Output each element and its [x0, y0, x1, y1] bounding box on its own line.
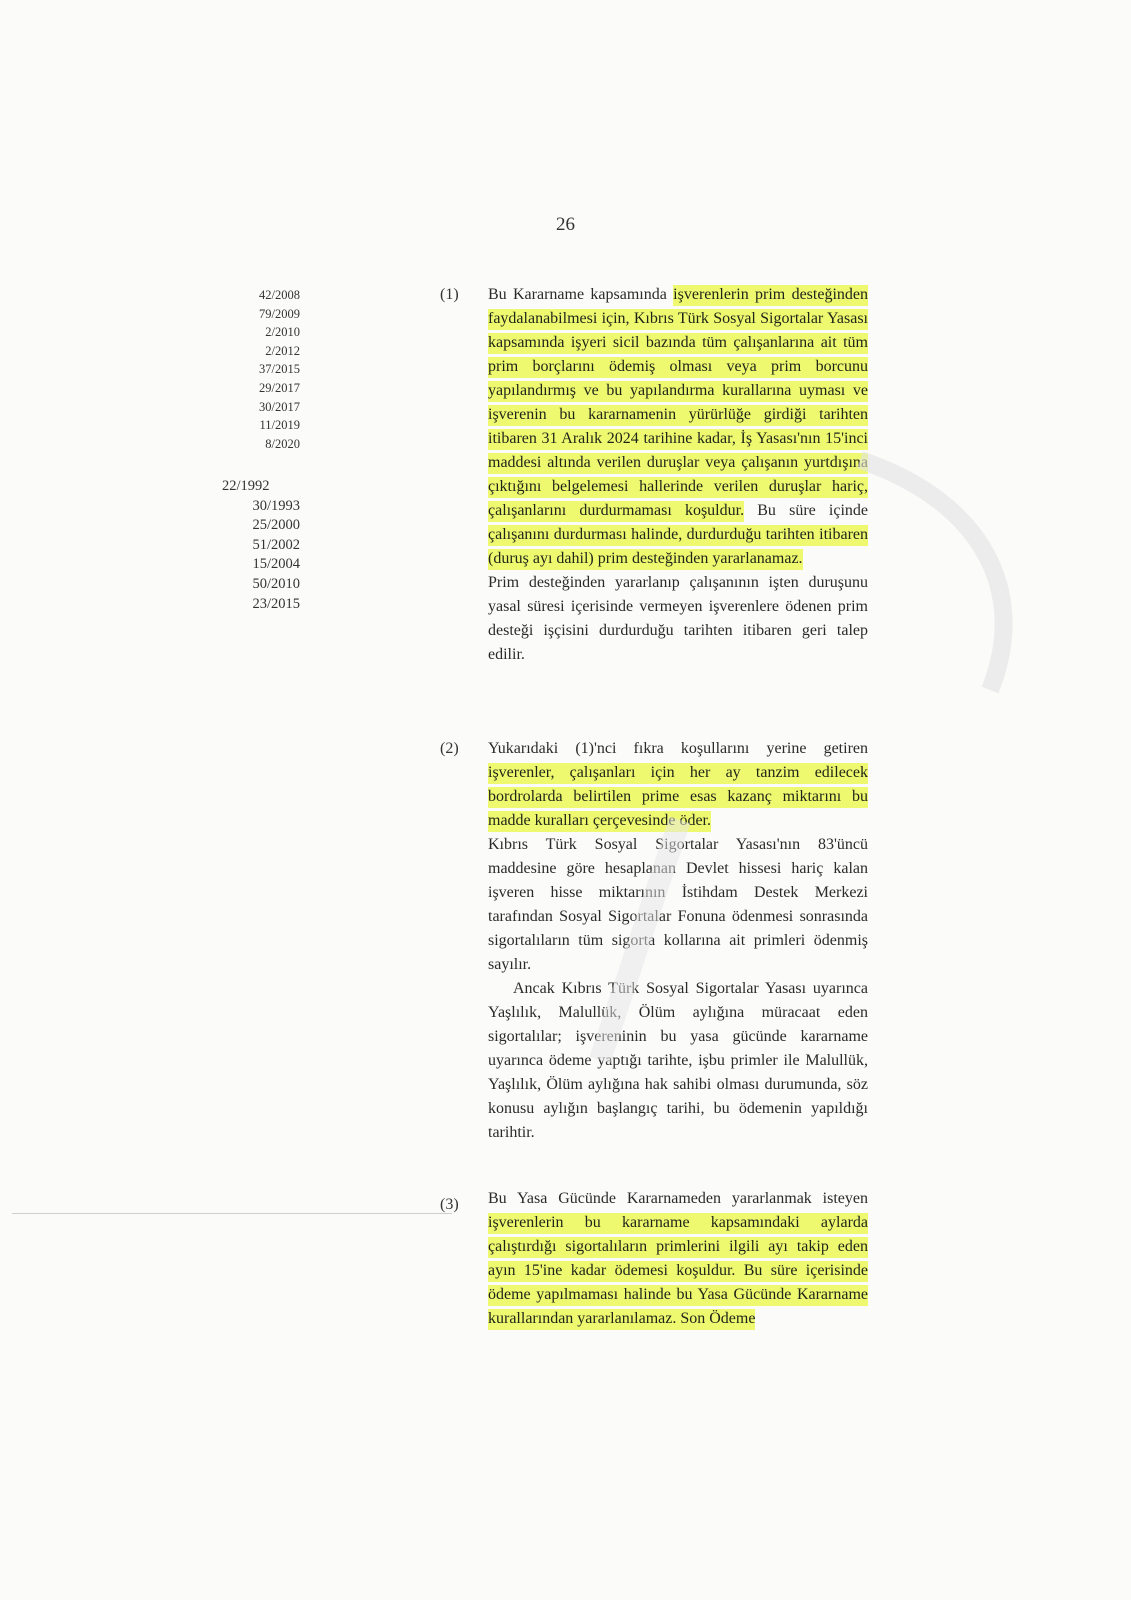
- paragraph-number-1: (1): [440, 286, 459, 303]
- margin-ref: 25/2000: [252, 517, 300, 534]
- margin-ref: 79/2009: [259, 306, 300, 321]
- paragraph-2: [488, 737, 868, 1145]
- margin-ref: 37/2015: [259, 362, 300, 377]
- page-number: 26: [556, 214, 575, 235]
- margin-ref: 42/2008: [259, 288, 300, 302]
- paragraph-2-follow-2: Ancak Kıbrıs Türk Sosyal Sigortalar Yasası uyarınca Yaşlılık, Malullük, Ölüm aylığına müracaat eden sigortalılar; işvereninin bu yasa gücünde kararname uyarınca ödeme yaptığı tarihte, işbu primler ile Malullük, Yaşlılık, Ölüm aylığına hak sahibi olması durumunda, söz konusu aylığın başlangıç tarihi, bu ödemenin yapıldığı tarihtir.: [488, 980, 868, 1141]
- paragraph-number-3: (3): [440, 1196, 459, 1213]
- highlighted-text: işverenlerin bu kararname kapsamındaki aylarda çalıştırdığı sigortalıların primlerini ilgili ayı takip eden ayın 15'ine kadar ödemesi koşuldur. Bu süre içerisinde ödeme yapılmaması halinde bu Yasa Gücünde Kararname kurallarından yararlanılamaz. Son Ödeme: [488, 1213, 868, 1330]
- margin-ref: 2/2012: [265, 343, 300, 358]
- paragraph-1-mid: Bu süre içinde: [744, 502, 869, 519]
- margin-ref: 30/1993: [252, 497, 300, 514]
- margin-divider-line: [12, 1213, 452, 1214]
- margin-ref: 51/2002: [252, 536, 300, 553]
- paragraph-number-2: (2): [440, 740, 459, 757]
- margin-references-group-1: [200, 286, 300, 453]
- margin-ref: 50/2010: [252, 575, 300, 592]
- margin-ref: 29/2017: [259, 380, 300, 395]
- margin-ref: 30/2017: [259, 399, 300, 414]
- margin-ref: 11/2019: [259, 418, 300, 433]
- paragraph-2-follow-1: Kıbrıs Türk Sosyal Sigortalar Yasası'nın 83'üncü maddesine göre hesaplanan Devlet hissesi hariç kalan işveren hisse miktarının İstihdam Destek Merkezi tarafından Sosyal Sigortalar Fonuna ödenmesi sonrasında sigortalıların tüm sigorta kollarına ait primleri ödenmiş sayılır.: [488, 836, 868, 973]
- highlighted-text: çalışanını durdurması halinde, durdurduğu tarihten itibaren (duruş ayı dahil) prim desteğinden yararlanamaz.: [488, 525, 868, 570]
- highlighted-text: işverenlerin prim desteğinden faydalanabilmesi için, Kıbrıs Türk Sosyal Sigortalar Yasası kapsamında işyeri sicil bazında tüm çalışanlarına ait tüm prim borçlarını ödemiş olması veya prim borcunu yapılandırmış ve bu yapılandırma kurallarına uyması ve işverenin bu kararnamenin yürürlüğe girdiği tarihten itibaren 31 Aralık 2024 tarihine kadar, İş Yasası'nın 15'inci maddesi altında verilen duruşlar veya çalışanın yurtdışına çıktığını belgelemesi hallerinde verilen duruşlar hariç, çalışanlarını durdurmaması koşuldur.: [488, 285, 868, 522]
- paragraph-1: [488, 283, 868, 667]
- paragraph-1-follow: Prim desteğinden yararlanıp çalışanının işten duruşunu yasal süresi içerisinde vermeyen işverenlere ödenen prim desteği işçisini durdurduğu tarihten itibaren geri talep edilir.: [488, 574, 868, 663]
- paragraph-3-lead: Bu Yasa Gücünde Kararnameden yararlanmak isteyen: [488, 1190, 868, 1207]
- margin-references-group-2: [200, 477, 300, 614]
- highlighted-text: işverenler, çalışanları için her ay tanzim edilecek bordrolarda belirtilen prime esas kazanç miktarını bu madde kuralları çerçevesinde öder.: [488, 763, 868, 832]
- margin-ref: 15/2004: [252, 556, 300, 573]
- paragraph-1-lead: Bu Kararname kapsamında: [488, 286, 674, 303]
- paragraph-2-lead: Yukarıdaki (1)'nci fıkra koşullarını yerine getiren: [488, 740, 868, 757]
- margin-ref: 23/2015: [252, 595, 300, 612]
- margin-ref: 8/2020: [265, 436, 300, 451]
- margin-ref: 2/2010: [265, 325, 300, 340]
- paragraph-3: [488, 1187, 868, 1331]
- margin-ref: 22/1992: [222, 478, 270, 494]
